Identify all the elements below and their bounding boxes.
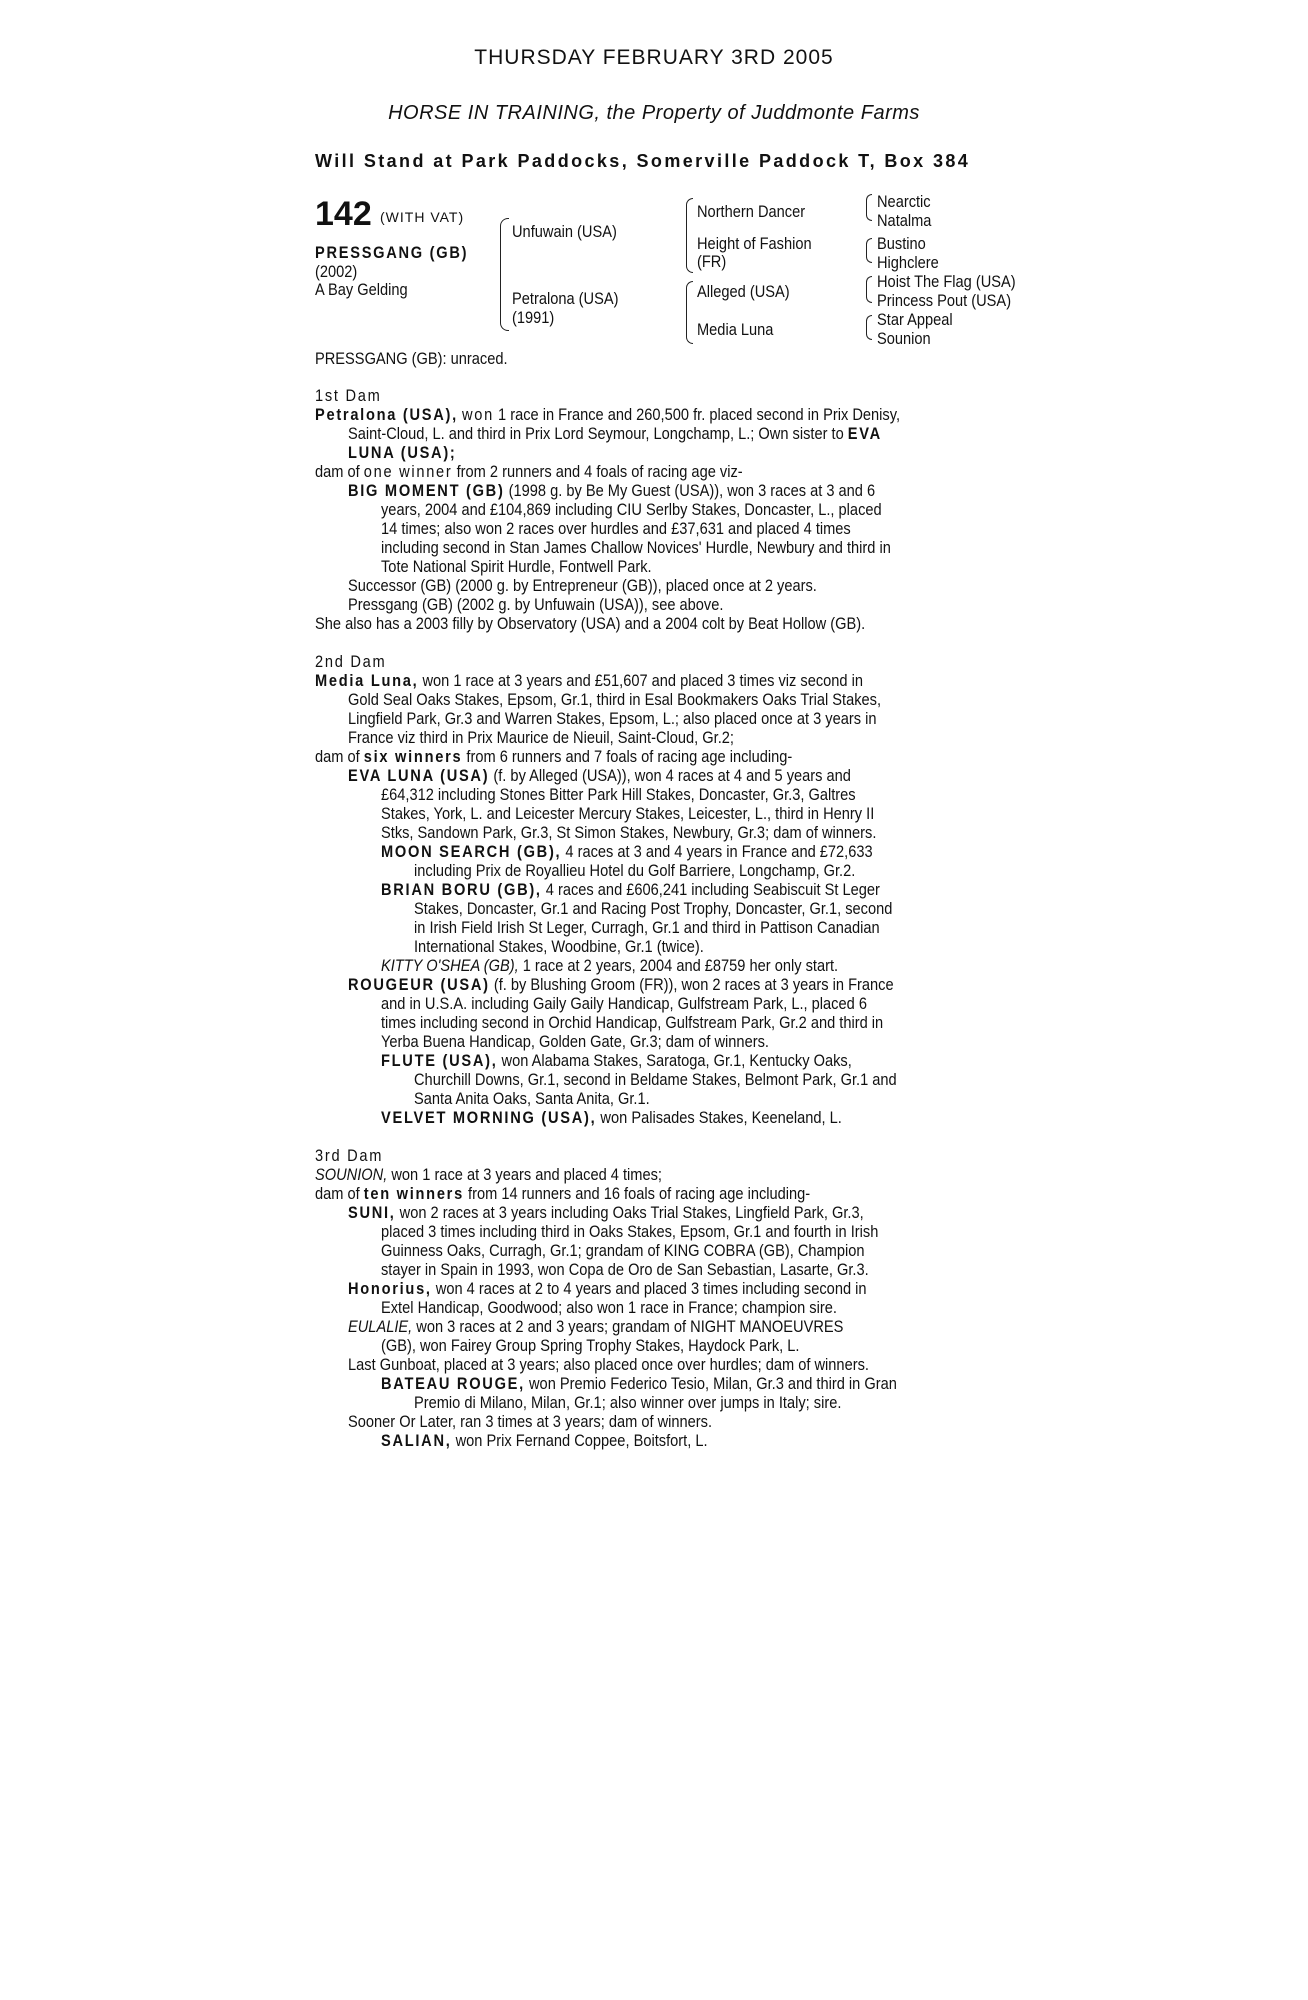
dam-brace-upper bbox=[686, 281, 693, 312]
granddam-1: Height of Fashion bbox=[697, 234, 812, 253]
vat-note: (WITH VAT) bbox=[380, 209, 465, 225]
second-dam-line-19: times including second in Orchid Handicap, Gulfstream Park, Gr.2 and third in bbox=[381, 1013, 884, 1032]
second-dam-line-6: EVA LUNA (USA) (f. by Alleged (USA)), won 4 races at 4 and 5 years and bbox=[348, 766, 851, 785]
ggs-2: Natalma bbox=[877, 211, 932, 230]
first-dam-line-4: dam of one winner from 2 runners and 4 foals of racing age viz- bbox=[315, 462, 743, 481]
first-dam-line-6: years, 2004 and £104,869 including CIU Serlby Stakes, Doncaster, L., placed bbox=[381, 500, 882, 519]
sire-brace-upper bbox=[686, 198, 693, 237]
granddam-1-country: (FR) bbox=[697, 252, 727, 271]
race-record: PRESSGANG (GB): unraced. bbox=[315, 349, 508, 368]
second-dam-line-8: Stakes, York, L. and Leicester Mercury Stakes, Leicester, L., third in Henry II bbox=[381, 804, 875, 823]
first-dam-line-10: Successor (GB) (2000 g. by Entrepreneur (GB)), placed once at 2 years. bbox=[348, 576, 817, 595]
ggs-brace-3b bbox=[866, 289, 872, 303]
second-dam-line-14: in Irish Field Irish St Leger, Curragh, Gr.1 and third in Pattison Canadian bbox=[414, 918, 880, 937]
third-dam-line-4: placed 3 times including third in Oaks Stakes, Epsom, Gr.1 and fourth in Irish bbox=[381, 1222, 879, 1241]
first-dam-line-3: LUNA (USA); bbox=[348, 443, 457, 462]
ggs-brace-1a bbox=[866, 194, 872, 208]
horse-name: PRESSGANG (GB) bbox=[315, 243, 469, 262]
grandsire-1: Northern Dancer bbox=[697, 202, 806, 221]
first-dam-line-9: Tote National Spirit Hurdle, Fontwell Park. bbox=[381, 557, 652, 576]
ggs-8: Sounion bbox=[877, 329, 931, 348]
ggs-brace-1b bbox=[866, 207, 872, 221]
second-dam-line-15: International Stakes, Woodbine, Gr.1 (twice). bbox=[414, 937, 704, 956]
first-dam-line-8: including second in Stan James Challow Novices' Hurdle, Newbury and third in bbox=[381, 538, 891, 557]
dam-year: (1991) bbox=[512, 308, 555, 327]
property-line: HORSE IN TRAINING, the Property of Juddmonte Farms bbox=[388, 102, 920, 124]
second-dam-line-22: Churchill Downs, Gr.1, second in Beldame Stakes, Belmont Park, Gr.1 and bbox=[414, 1070, 897, 1089]
second-dam-line-2: Gold Seal Oaks Stakes, Epsom, Gr.1, third in Esal Bookmakers Oaks Trial Stakes, bbox=[348, 690, 882, 709]
pedigree-brace-lower bbox=[500, 270, 509, 331]
ggs-3: Bustino bbox=[877, 234, 926, 253]
second-dam-line-4: France viz third in Prix Maurice de Nieuil, Saint-Cloud, Gr.2; bbox=[348, 728, 734, 747]
sale-date: THURSDAY FEBRUARY 3RD 2005 bbox=[474, 46, 834, 69]
second-dam-line-7: £64,312 including Stones Bitter Park Hill Stakes, Doncaster, Gr.3, Galtres bbox=[381, 785, 856, 804]
first-dam-line-7: 14 times; also won 2 races over hurdles and £37,631 and placed 4 times bbox=[381, 519, 851, 538]
lot-number: 142 bbox=[315, 195, 372, 233]
second-dam-line-5: dam of six winners from 6 runners and 7 foals of racing age including- bbox=[315, 747, 793, 766]
third-dam-line-2: dam of ten winners from 14 runners and 16 foals of racing age including- bbox=[315, 1184, 811, 1203]
grandsire-2: Alleged (USA) bbox=[697, 282, 790, 301]
first-dam-line-11: Pressgang (GB) (2002 g. by Unfuwain (USA)), see above. bbox=[348, 595, 724, 614]
second-dam-line-23: Santa Anita Oaks, Santa Anita, Gr.1. bbox=[414, 1089, 650, 1108]
third-dam-line-14: Sooner Or Later, ran 3 times at 3 years; dam of winners. bbox=[348, 1412, 713, 1431]
third-dam-line-7: Honorius, won 4 races at 2 to 4 years and placed 3 times including second in bbox=[348, 1279, 867, 1298]
third-dam-line-15: SALIAN, won Prix Fernand Coppee, Boitsfort, L. bbox=[381, 1431, 708, 1450]
third-dam-line-11: Last Gunboat, placed at 3 years; also placed once over hurdles; dam of winners. bbox=[348, 1355, 869, 1374]
ggs-5: Hoist The Flag (USA) bbox=[877, 272, 1016, 291]
second-dam-line-3: Lingfield Park, Gr.3 and Warren Stakes, Epsom, L.; also placed once at 3 years in bbox=[348, 709, 877, 728]
first-dam-line-12: She also has a 2003 filly by Observatory (USA) and a 2004 colt by Beat Hollow (GB). bbox=[315, 614, 866, 633]
third-dam-line-10: (GB), won Fairey Group Spring Trophy Stakes, Haydock Park, L. bbox=[381, 1336, 800, 1355]
dam: Petralona (USA) bbox=[512, 289, 619, 308]
second-dam-heading: 2nd Dam bbox=[315, 652, 387, 671]
ggs-brace-2b bbox=[866, 250, 872, 263]
third-dam-line-3: SUNI, won 2 races at 3 years including Oaks Trial Stakes, Lingfield Park, Gr.3, bbox=[348, 1203, 864, 1222]
second-dam-line-13: Stakes, Doncaster, Gr.1 and Racing Post Trophy, Doncaster, Gr.1, second bbox=[414, 899, 893, 918]
third-dam-line-12: BATEAU ROUGE, won Premio Federico Tesio, Milan, Gr.3 and third in Gran bbox=[381, 1374, 897, 1393]
first-dam-heading: 1st Dam bbox=[315, 386, 382, 405]
third-dam-line-8: Extel Handicap, Goodwood; also won 1 race in France; champion sire. bbox=[381, 1298, 837, 1317]
stand-location: Will Stand at Park Paddocks, Somerville Paddock T, Box 384 bbox=[315, 151, 971, 171]
second-dam-line-20: Yerba Buena Handicap, Golden Gate, Gr.3; dam of winners. bbox=[381, 1032, 769, 1051]
third-dam-line-6: stayer in Spain in 1993, won Copa de Oro de San Sebastian, Lasarte, Gr.3. bbox=[381, 1260, 869, 1279]
ggs-brace-3a bbox=[866, 276, 872, 290]
horse-description: A Bay Gelding bbox=[315, 280, 408, 299]
ggs-1: Nearctic bbox=[877, 192, 931, 211]
pedigree-brace-upper bbox=[500, 218, 509, 271]
first-dam-line-5: BIG MOMENT (GB) (1998 g. by Be My Guest (USA)), won 3 races at 3 and 6 bbox=[348, 481, 876, 500]
sire-brace-lower bbox=[686, 236, 693, 273]
ggs-6: Princess Pout (USA) bbox=[877, 291, 1012, 310]
second-dam-line-11: including Prix de Royallieu Hotel du Golf Barriere, Longchamp, Gr.2. bbox=[414, 861, 856, 880]
second-dam-line-21: FLUTE (USA), won Alabama Stakes, Saratoga, Gr.1, Kentucky Oaks, bbox=[381, 1051, 852, 1070]
third-dam-line-1: SOUNION, won 1 race at 3 years and placed 4 times; bbox=[315, 1165, 662, 1184]
third-dam-line-9: EULALIE, won 3 races at 2 and 3 years; grandam of NIGHT MANOEUVRES bbox=[348, 1317, 844, 1336]
horse-year: (2002) bbox=[315, 262, 358, 281]
granddam-2: Media Luna bbox=[697, 320, 774, 339]
first-dam-line-1: Petralona (USA), won 1 race in France and 260,500 fr. placed second in Prix Denisy, bbox=[315, 405, 901, 424]
dam-brace-lower bbox=[686, 311, 693, 344]
first-dam-line-2: Saint-Cloud, L. and third in Prix Lord Seymour, Longchamp, L.; Own sister to EVA bbox=[348, 424, 882, 443]
ggs-7: Star Appeal bbox=[877, 310, 953, 329]
ggs-4: Highclere bbox=[877, 253, 939, 272]
second-dam-line-12: BRIAN BORU (GB), 4 races and £606,241 including Seabiscuit St Leger bbox=[381, 880, 880, 899]
sire: Unfuwain (USA) bbox=[512, 222, 617, 241]
third-dam-line-5: Guinness Oaks, Curragh, Gr.1; grandam of KING COBRA (GB), Champion bbox=[381, 1241, 865, 1260]
third-dam-line-13: Premio di Milano, Milan, Gr.1; also winner over jumps in Italy; sire. bbox=[414, 1393, 842, 1412]
second-dam-line-16: KITTY O'SHEA (GB), 1 race at 2 years, 2004 and £8759 her only start. bbox=[381, 956, 839, 975]
third-dam-heading: 3rd Dam bbox=[315, 1146, 384, 1165]
second-dam-line-18: and in U.S.A. including Gaily Gaily Handicap, Gulfstream Park, L., placed 6 bbox=[381, 994, 867, 1013]
ggs-brace-4b bbox=[866, 327, 872, 340]
second-dam-line-10: MOON SEARCH (GB), 4 races at 3 and 4 years in France and £72,633 bbox=[381, 842, 873, 861]
second-dam-line-1: Media Luna, won 1 race at 3 years and £51,607 and placed 3 times viz second in bbox=[315, 671, 863, 690]
second-dam-line-17: ROUGEUR (USA) (f. by Blushing Groom (FR)), won 2 races at 3 years in France bbox=[348, 975, 894, 994]
second-dam-line-24: VELVET MORNING (USA), won Palisades Stakes, Keeneland, L. bbox=[381, 1108, 842, 1127]
second-dam-line-9: Stks, Sandown Park, Gr.3, St Simon Stakes, Newbury, Gr.3; dam of winners. bbox=[381, 823, 877, 842]
